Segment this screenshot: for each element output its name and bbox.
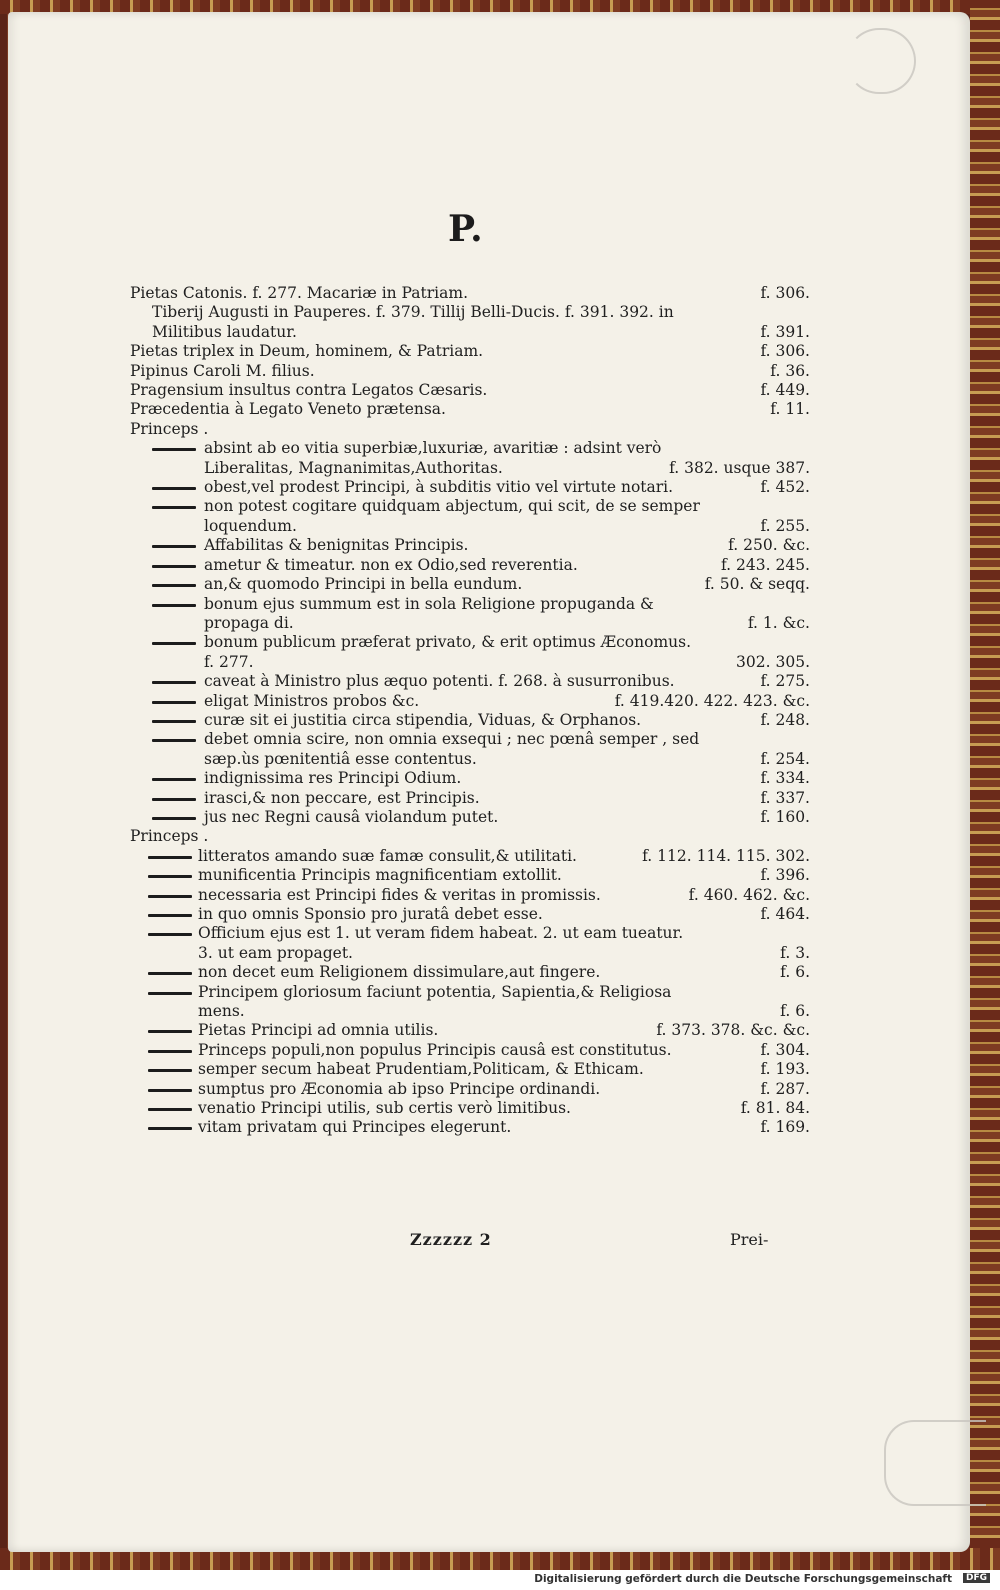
index-subentry [130, 769, 810, 788]
subentry-text: irasci,& non peccare, est Principis. [204, 788, 480, 807]
subentry-text: Officium ejus est 1. ut veram fidem habeat. 2. ut eam tueatur. 3. ut eam propaget. [198, 924, 684, 962]
book-page [8, 12, 970, 1552]
subentry-reference: f. 464. [760, 905, 810, 923]
index-group-princeps-2 [130, 827, 810, 1138]
subentry-text: in quo omnis Sponsio pro juratâ debet esse. [198, 905, 543, 923]
subentry-text: ametur & timeatur. non ex Odio,sed reverentia. [204, 555, 578, 574]
index-entry [130, 303, 810, 322]
subentry-reference: f. 287. [760, 1079, 810, 1098]
index-subentry [130, 963, 810, 982]
index-subentry [130, 924, 810, 963]
repeat-dash-icon [152, 778, 196, 781]
digitization-credit [0, 1570, 1000, 1590]
subentry-reference: f. 3. [780, 943, 810, 962]
index-subentry [130, 672, 810, 691]
dfg-logo: DFG [963, 1573, 990, 1583]
subentry-reference: f. 193. [760, 1060, 810, 1079]
entry-text: Præcedentia à Legato Veneto prætensa. [130, 400, 446, 419]
repeat-dash-icon [152, 817, 196, 820]
subentry-reference: f. 112. 114. 115. 302. [642, 846, 810, 865]
subentry-reference: f. 50. & seqq. [704, 575, 810, 594]
paper-clip-bottom [884, 1420, 986, 1506]
entry-reference: f. 306. [760, 342, 810, 361]
index-subentry [130, 595, 810, 634]
entry-text: Militibus laudatur. [152, 322, 297, 341]
repeat-dash-icon [148, 895, 192, 898]
paper-clip-top [846, 28, 916, 94]
subentry-text: venatio Principi utilis, sub certis verò limitibus. [198, 1099, 571, 1118]
subentry-text: Principem gloriosum faciunt potentia, Sapientia,& Religiosa mens. [198, 982, 672, 1021]
repeat-dash-icon [148, 1108, 192, 1111]
index-entry [130, 323, 810, 342]
entry-reference: f. 391. [760, 322, 810, 341]
subentry-reference: f. 460. 462. &c. [688, 885, 810, 904]
repeat-dash-icon [148, 1127, 192, 1130]
repeat-dash-icon [152, 720, 196, 723]
credit-text: Digitalisierung gefördert durch die Deutsche Forschungsgemeinschaft [534, 1573, 952, 1585]
subentry-text: munificentia Principis magnificentiam extollit. [198, 866, 562, 885]
subentry-reference: f. 275. [760, 672, 810, 691]
subentry-text: caveat à Ministro plus æquo potenti. f. 268. à susurronibus. [204, 672, 675, 691]
subentry-text: litteratos amando suæ famæ consulit,& utilitati. [198, 846, 577, 865]
entry-text: Pipinus Caroli M. filius. [130, 361, 315, 380]
subentry-text: eligat Ministros probos &c. [204, 691, 420, 710]
index-subentry [130, 439, 810, 478]
index-entry [130, 342, 810, 361]
group-heading: Princeps . [130, 419, 209, 438]
repeat-dash-icon [148, 1050, 192, 1053]
subentry-text: absint ab eo vitia superbiæ,luxuriæ, avaritiæ : adsint verò Liberalitas, Magnanimitas,Authoritas. [204, 439, 662, 477]
subentry-reference: f. 373. 378. &c. &c. [656, 1021, 810, 1040]
subentry-text: vitam privatam qui Principes elegerunt. [198, 1118, 512, 1137]
entry-reference: f. 36. [770, 361, 810, 380]
group-items [130, 847, 810, 1138]
repeat-dash-icon [152, 565, 196, 568]
index-subentry [130, 478, 810, 497]
subentry-reference: f. 6. [780, 963, 810, 982]
subentry-reference: f. 6. [780, 1002, 810, 1021]
repeat-dash-icon [152, 798, 196, 801]
repeat-dash-icon [148, 875, 192, 878]
index-subentry [130, 1099, 810, 1118]
subentry-text: semper secum habeat Prudentiam,Politicam, & Ethicam. [198, 1060, 644, 1079]
entry-text: Tiberij Augusti in Pauperes. f. 379. Tillij Belli-Ducis. f. 391. 392. in [152, 303, 674, 322]
subentry-text: Pietas Principi ad omnia utilis. [198, 1021, 439, 1040]
subentry-text: non potest cogitare quidquam abjectum, qui scit, de se semper loquendum. [204, 497, 700, 535]
subentry-reference: f. 254. [760, 749, 810, 768]
subentry-reference: f. 396. [760, 866, 810, 885]
repeat-dash-icon [152, 545, 196, 548]
index-subentry [130, 847, 810, 866]
entry-text: Pietas triplex in Deum, hominem, & Patriam. [130, 342, 484, 361]
index-entry [130, 284, 810, 303]
index-entries-top [130, 284, 810, 420]
index-subentry [130, 692, 810, 711]
subentry-reference: 302. 305. [736, 652, 810, 671]
index-subentry [130, 633, 810, 672]
subentry-text: curæ sit ei justitia circa stipendia, Viduas, & Orphanos. [204, 710, 642, 729]
subentry-reference: f. 452. [760, 478, 810, 497]
subentry-text: bonum ejus summum est in sola Religione propuganda & propaga di. [204, 594, 654, 632]
entry-reference: f. 306. [760, 284, 810, 302]
subentry-text: Affabilitas & benignitas Principis. [204, 536, 469, 555]
page-footer [8, 1230, 970, 1260]
subentry-text: Princeps populi,non populus Principis causâ est constitutus. [198, 1040, 672, 1059]
entry-text: Pragensium insultus contra Legatos Cæsaris. [130, 381, 488, 400]
subentry-text: jus nec Regni causâ violandum putet. [204, 807, 499, 826]
subentry-text: debet omnia scire, non omnia exsequi ; nec pœnâ semper , sed sæp.ùs pœnitentiâ esse contentus. [204, 730, 700, 768]
subentry-text: indignissima res Principi Odium. [204, 769, 462, 788]
entry-reference: f. 11. [770, 400, 810, 419]
binding-right-edge [970, 0, 1000, 1570]
index-entry [130, 362, 810, 381]
subentry-text: bonum publicum præferat privato, & erit optimus Æconomus. f. 277. [204, 633, 692, 671]
subentry-reference: f. 255. [760, 516, 810, 535]
subentry-reference: f. 250. &c. [728, 536, 810, 555]
subentry-text: necessaria est Principi fides & veritas in promissis. [198, 885, 601, 904]
index-subentry [130, 1118, 810, 1137]
subentry-reference: f. 334. [760, 769, 810, 788]
repeat-dash-icon [148, 856, 192, 859]
index-subentry [130, 866, 810, 885]
repeat-dash-icon [152, 506, 196, 509]
repeat-dash-icon [148, 1089, 192, 1092]
group-heading: Princeps . [130, 827, 209, 846]
repeat-dash-icon [152, 739, 196, 742]
repeat-dash-icon [148, 1069, 192, 1072]
index-subentry [130, 886, 810, 905]
subentry-reference: f. 81. 84. [740, 1099, 810, 1118]
repeat-dash-icon [152, 448, 196, 451]
subentry-text: non decet eum Religionem dissimulare,aut fingere. [198, 963, 601, 982]
repeat-dash-icon [152, 487, 196, 490]
subentry-text: obest,vel prodest Principi, à subditis vitio vel virtute notari. [204, 478, 674, 497]
subentry-reference: f. 304. [760, 1040, 810, 1059]
repeat-dash-icon [152, 681, 196, 684]
repeat-dash-icon [148, 933, 192, 936]
index-entry [130, 400, 810, 419]
subentry-reference: f. 169. [760, 1118, 810, 1137]
repeat-dash-icon [148, 992, 192, 995]
index-subentry [130, 1060, 810, 1079]
index-subentry [130, 789, 810, 808]
subentry-reference: f. 1. &c. [747, 613, 810, 632]
index-subentry [130, 556, 810, 575]
catchword: Prei- [730, 1230, 769, 1249]
index-entry [130, 381, 810, 400]
repeat-dash-icon [152, 642, 196, 645]
repeat-dash-icon [152, 584, 196, 587]
subentry-reference: f. 419.420. 422. 423. &c. [614, 691, 810, 710]
index-letter-heading: P. [448, 208, 484, 250]
index-subentry [130, 808, 810, 827]
group-items [130, 439, 810, 827]
repeat-dash-icon [152, 604, 196, 607]
subentry-reference: f. 337. [760, 788, 810, 807]
index-subentry [130, 905, 810, 924]
repeat-dash-icon [152, 701, 196, 704]
index-subentry [130, 711, 810, 730]
index-subentry [130, 575, 810, 594]
index-subentry [130, 1080, 810, 1099]
index-subentry [130, 983, 810, 1022]
index-content [130, 284, 810, 1138]
subentry-reference: f. 160. [760, 807, 810, 826]
subentry-text: sumptus pro Æconomia ab ipso Principe ordinandi. [198, 1079, 601, 1098]
index-subentry [130, 497, 810, 536]
repeat-dash-icon [148, 972, 192, 975]
index-subentry [130, 536, 810, 555]
subentry-reference: f. 243. 245. [721, 555, 810, 574]
entry-text: Pietas Catonis. f. 277. Macariæ in Patriam. [130, 284, 468, 302]
entry-reference: f. 449. [760, 381, 810, 400]
index-subentry [130, 1041, 810, 1060]
subentry-reference: f. 248. [760, 710, 810, 729]
index-subentry [130, 730, 810, 769]
signature-mark: Zzzzzz 2 [410, 1230, 492, 1249]
repeat-dash-icon [148, 1030, 192, 1033]
index-subentry [130, 1021, 810, 1040]
index-group-princeps-1 [130, 420, 810, 828]
repeat-dash-icon [148, 914, 192, 917]
subentry-text: an,& quomodo Principi in bella eundum. [204, 575, 523, 594]
subentry-reference: f. 382. usque 387. [669, 458, 810, 477]
